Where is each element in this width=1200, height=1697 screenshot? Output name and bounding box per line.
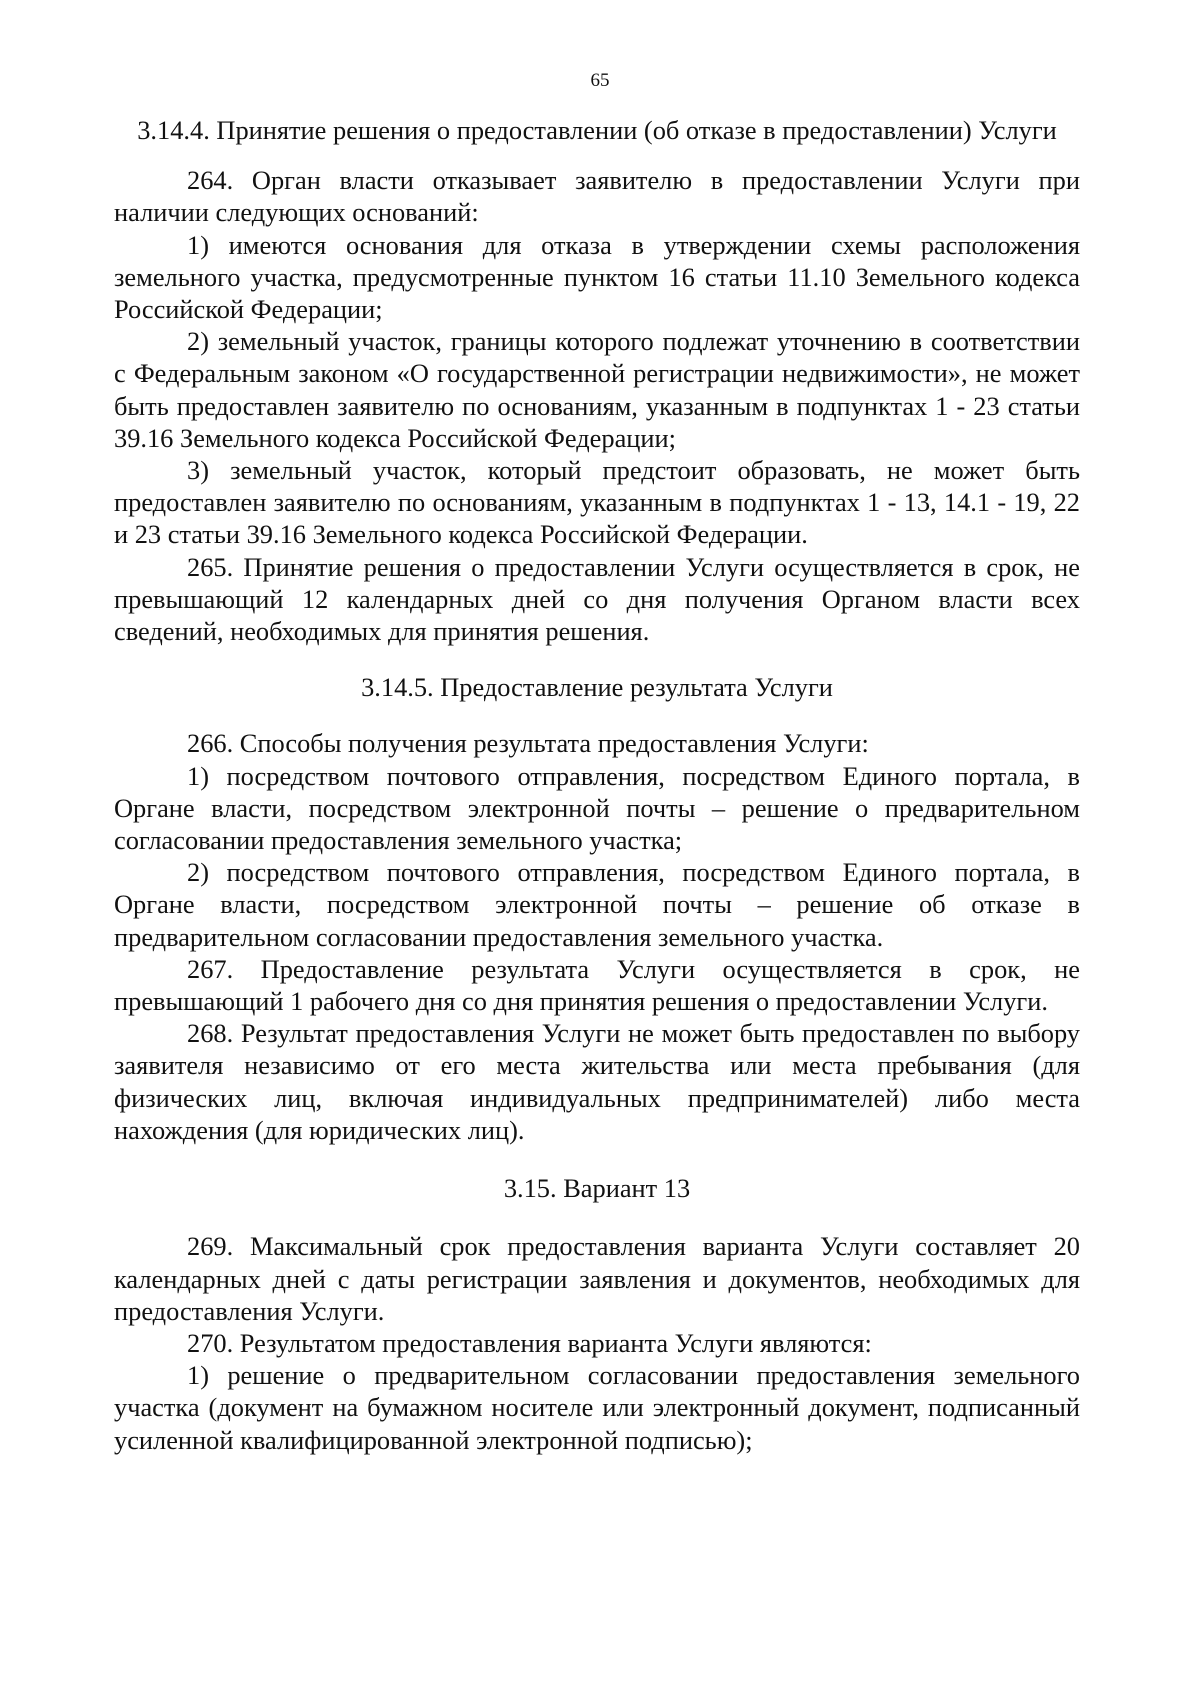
paragraph-270-item-1: 1) решение о предварительном согласовании предоставления земельного участка (документ на бумажном носителе или электронный документ, подписанный усиленной квалифицированной электронной подписью); — [114, 1360, 1080, 1455]
paragraph-264-item-1: 1) имеются основания для отказа в утверждении схемы расположения земельного участка, предусмотренные пунктом 16 статьи 11.10 Земельного кодекса Российской Федерации; — [114, 229, 1080, 325]
section-heading-3-15: 3.15. Вариант 13 — [503, 1173, 691, 1204]
paragraph-264-item-3: 3) земельный участок, который предстоит образовать, не может быть предоставлен заявителю по основаниям, указанным в подпунктах 1 - 13, 14.1 - 19, 22 и 23 статьи 39.16 Земельного кодекса Российской Федерации. — [114, 455, 1080, 550]
paragraph-266: 266. Способы получения результата предоставления Услуги: — [187, 728, 869, 759]
section-heading-3-14-4: 3.14.4. Принятие решения о предоставлении (об отказе в предоставлении) Услуги — [137, 115, 1057, 145]
paragraph-266-item-1: 1) посредством почтового отправления, посредством Единого портала, в Органе власти, посредством электронной почты – решение о предварительном согласовании предоставления земельного участка; — [114, 760, 1080, 856]
paragraph-265: 265. Принятие решения о предоставлении Услуги осуществляется в срок, не превышающий 12 календарных дней со дня получения Органом власти всех сведений, необходимых для принятия решения. — [114, 551, 1080, 647]
paragraph-266-item-2: 2) посредством почтового отправления, посредством Единого портала, в Органе власти, посредством электронной почты – решение об отказе в предварительном согласовании предоставления земельного участка. — [114, 857, 1080, 952]
paragraph-269: 269. Максимальный срок предоставления варианта Услуги составляет 20 календарных дней с даты регистрации заявления и документов, необходимых для предоставления Услуги. — [114, 1231, 1080, 1326]
paragraph-270: 270. Результатом предоставления варианта Услуги являются: — [187, 1327, 872, 1358]
paragraph-264-item-2: 2) земельный участок, границы которого подлежат уточнению в соответствии с Федеральным законом «О государственной регистрации недвижимости», не может быть предоставлен заявителю по основаниям, указанным в подпунктах 1 - 23 статьи 39.16 Земельного кодекса Российской Федерации; — [114, 326, 1080, 453]
paragraph-267: 267. Предоставление результата Услуги осуществляется в срок, не превышающий 1 рабочего дня со дня принятия решения о предоставлении Услуги. — [114, 953, 1080, 1017]
page-number: 65 — [590, 70, 610, 91]
paragraph-264: 264. Орган власти отказывает заявителю в предоставлении Услуги при наличии следующих оснований: — [114, 165, 1080, 228]
section-heading-3-14-5: 3.14.5. Предоставление результата Услуги — [361, 672, 833, 703]
document-body — [114, 114, 1080, 1456]
paragraph-268: 268. Результат предоставления Услуги не может быть предоставлен по выбору заявителя независимо от его места жительства или места пребывания (для физических лиц, включая индивидуальных предпринимателей) либо места нахождения (для юридических лиц). — [114, 1018, 1080, 1145]
